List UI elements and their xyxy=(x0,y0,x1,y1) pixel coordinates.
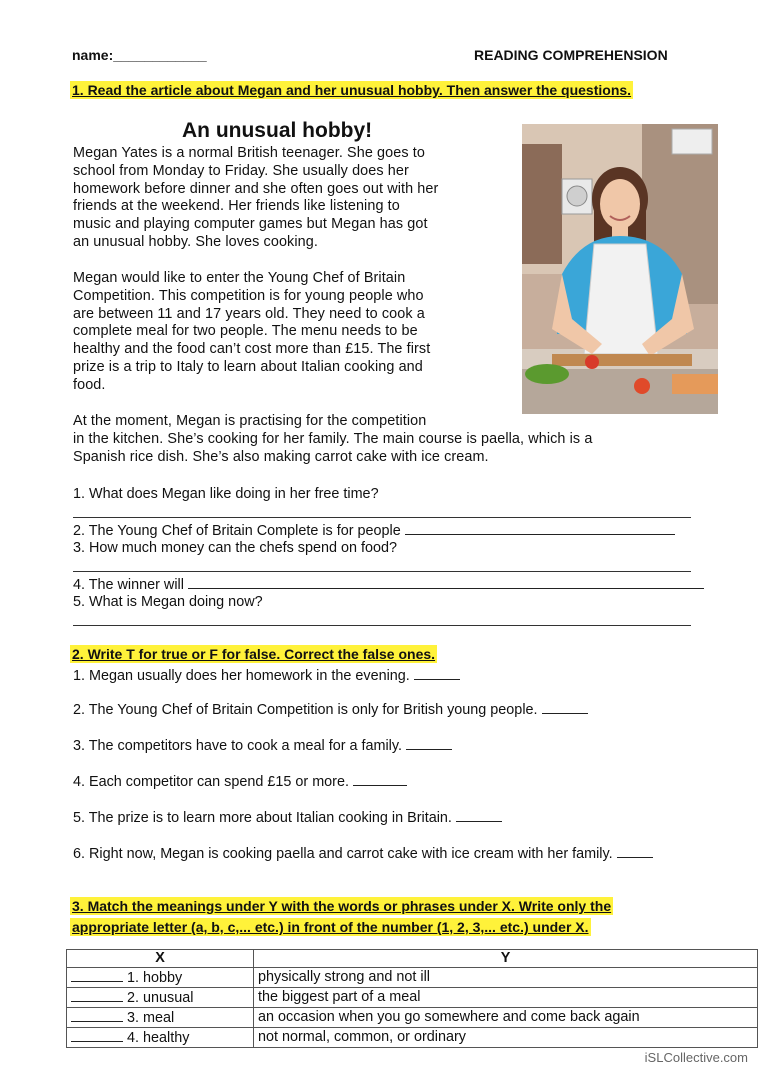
true-false-statement-2: 2. The Young Chef of Britain Competition is only for British young people. xyxy=(73,699,588,719)
answer-blank-2[interactable] xyxy=(405,520,675,535)
question-5: 5. What is Megan doing now? xyxy=(73,594,263,610)
match-answer-blank[interactable] xyxy=(71,968,123,982)
question-2: 2. The Young Chef of Britain Complete is for people xyxy=(73,520,675,540)
true-false-statement-3: 3. The competitors have to cook a meal for a family. xyxy=(73,735,452,755)
tf-blank-6[interactable] xyxy=(617,843,653,858)
matching-table xyxy=(66,949,758,1048)
section1-instruction: 1. Read the article about Megan and her unusual hobby. Then answer the questions. xyxy=(72,82,632,98)
answer-line-3[interactable] xyxy=(73,571,691,572)
answer-line-5[interactable] xyxy=(73,625,691,626)
x-cell: 3. meal xyxy=(67,1008,254,1028)
table-row xyxy=(67,988,758,1008)
tf-blank-5[interactable] xyxy=(456,807,502,822)
site-watermark: iSLCollective.com xyxy=(644,1050,748,1065)
question-4: 4. The winner will xyxy=(73,574,704,594)
table-row xyxy=(67,1028,758,1048)
answer-blank-4[interactable] xyxy=(188,574,704,589)
x-cell: 4. healthy xyxy=(67,1028,254,1048)
match-answer-blank[interactable] xyxy=(71,1008,123,1022)
megan-cooking-photo xyxy=(522,124,718,414)
y-cell: the biggest part of a meal xyxy=(254,988,758,1008)
section2-instruction: 2. Write T for true or F for false. Correct the false ones. xyxy=(72,646,436,662)
tf-blank-1[interactable] xyxy=(414,665,460,680)
match-answer-blank[interactable] xyxy=(71,1028,123,1042)
true-false-statement-5: 5. The prize is to learn more about Italian cooking in Britain. xyxy=(73,807,502,827)
y-cell: not normal, common, or ordinary xyxy=(254,1028,758,1048)
column-header-y: Y xyxy=(254,950,758,968)
name-label: name:____________ xyxy=(72,47,207,63)
article-paragraph-1: Megan Yates is a normal British teenager. She goes to school from Monday to Friday. She usually does her homework before dinner and she often goes out with her friends at the weekend. Her friends like listening to music and playing computer games but Megan has got an unusual hobby. She loves cooking. xyxy=(73,145,439,250)
article-paragraph-3: At the moment, Megan is practising for the competition in the kitchen. She’s cooking for her family. The main course is paella, which is a Spanish rice dish. She’s also making carrot cake with ice cream. xyxy=(73,413,593,465)
x-cell: 2. unusual xyxy=(67,988,254,1008)
column-header-x: X xyxy=(67,950,254,968)
article-paragraph-2: Megan would like to enter the Young Chef of Britain Competition. This competition is for young people who are between 11 and 17 years old. They need to cook a complete meal for two people. The menu needs to be healthy and the food can’t cost more than £15. The first prize is a trip to Italy to learn about Italian cooking and food. xyxy=(73,270,431,393)
question-3: 3. How much money can the chefs spend on food? xyxy=(73,540,397,556)
match-answer-blank[interactable] xyxy=(71,988,123,1002)
x-cell: 1. hobby xyxy=(67,968,254,988)
tf-blank-4[interactable] xyxy=(353,771,407,786)
section3-instruction: 3. Match the meanings under Y with the words or phrases under X. Write only the appropriate letter (a, b, c,... etc.) in front of the number (1, 2, 3,... etc.) under X. xyxy=(72,898,612,935)
table-row xyxy=(67,968,758,988)
y-cell: physically strong and not ill xyxy=(254,968,758,988)
true-false-statement-1: 1. Megan usually does her homework in the evening. xyxy=(73,665,460,685)
table-header-row xyxy=(67,950,758,968)
tf-blank-3[interactable] xyxy=(406,735,452,750)
worksheet-title: READING COMPREHENSION xyxy=(474,47,668,63)
tf-blank-2[interactable] xyxy=(542,699,588,714)
true-false-statement-4: 4. Each competitor can spend £15 or more. xyxy=(73,771,407,791)
article-title: An unusual hobby! xyxy=(182,119,373,142)
table-row xyxy=(67,1008,758,1028)
y-cell: an occasion when you go somewhere and come back again xyxy=(254,1008,758,1028)
question-1: 1. What does Megan like doing in her free time? xyxy=(73,486,379,502)
answer-line-1[interactable] xyxy=(73,517,691,518)
true-false-statement-6: 6. Right now, Megan is cooking paella and carrot cake with ice cream with her family. xyxy=(73,843,653,863)
